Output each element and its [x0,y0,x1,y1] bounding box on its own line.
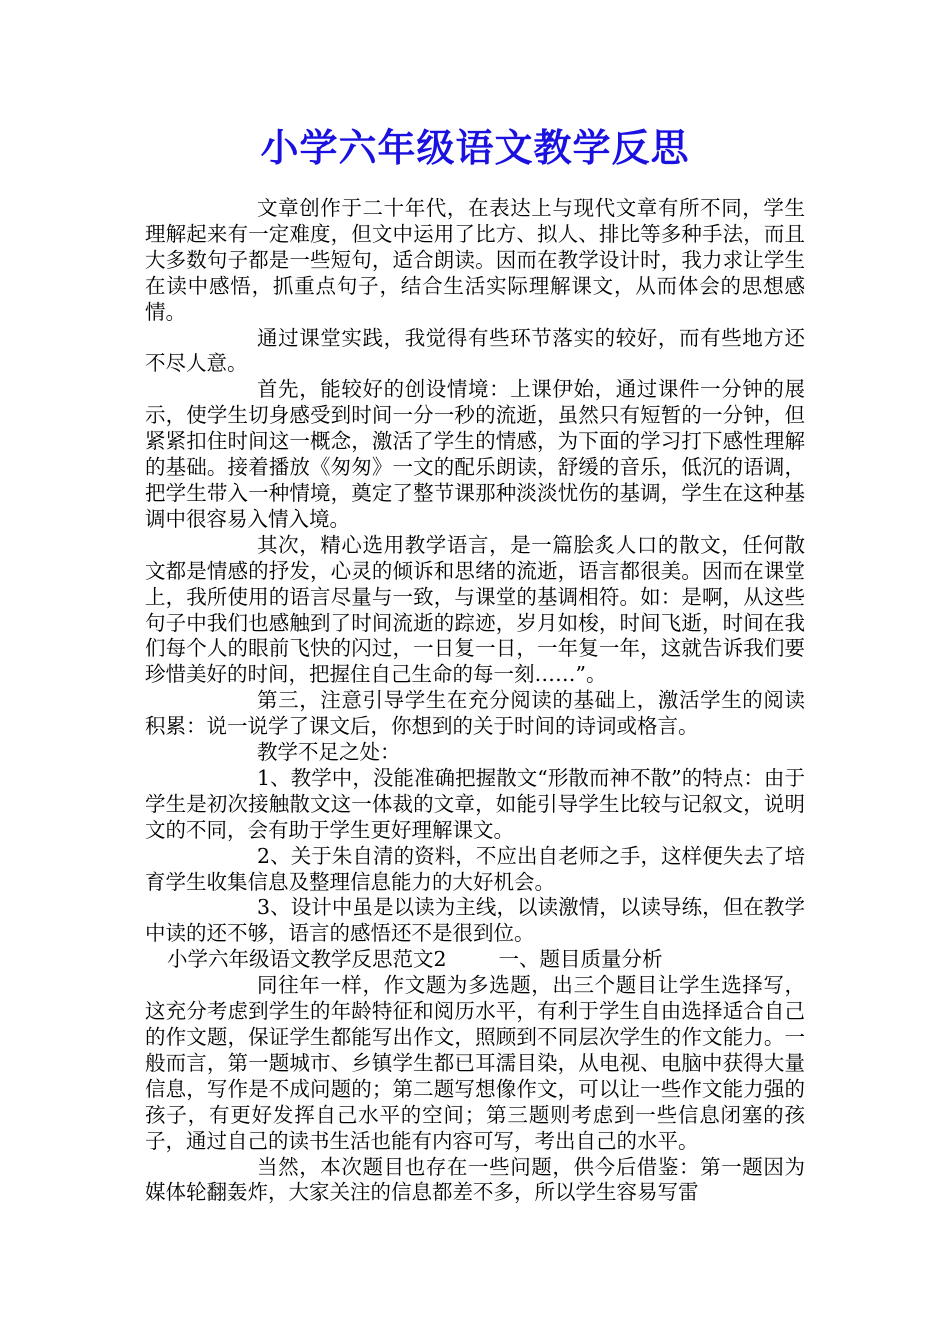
paragraph-first: 首先，能较好的创设情境：上课伊始，通过课件一分钟的展示，使学生切身感受到时间一分一秒的流逝，虽然只有短暂的一分钟，但紧紧扣住时间这一概念，激活了学生的情感，为下面的学习打下感性理解的基础。接着播放《匆匆》一文的配乐朗读，舒缓的音乐，低沉的语调，把学生带入一种情境，奠定了整节课那种淡淡忧伤的基调，学生在这种基调中很容易入情入境。 [145,377,805,531]
section-heading [145,947,805,973]
paragraph-topic-analysis: 同往年一样，作文题为多选题，出三个题目让学生选择写，这充分考虑到学生的年龄特征和阅历水平，有利于学生自由选择适合自己的作文题，保证学生都能写出作文，照顾到不同层次学生的作文能力。一般而言，第一题城市、乡镇学生都已耳濡目染，从电视、电脑中获得大量信息，写作是不成问题的；第二题写想像作文，可以让一些作文能力强的孩子，有更好发挥自己水平的空间；第三题则考虑到一些信息闭塞的孩子，通过自己的读书生活也能有内容可写，考出自己的水平。 [145,973,805,1153]
paragraph-shortcomings-heading: 教学不足之处： [257,740,401,765]
paragraph-shortcoming-2: 2、关于朱自清的资料，不应出自老师之手，这样便失去了培育学生收集信息及整理信息能力的大好机会。 [145,843,805,894]
section-heading-right: 一、题目质量分析 [498,947,663,972]
document-title: 小学六年级语文教学反思 [260,125,690,170]
paragraph-topic-issues: 当然，本次题目也存在一些问题，供今后借鉴：第一题因为媒体轮翻轰炸，大家关注的信息都差不多，所以学生容易写雷 [145,1154,805,1205]
section-heading-left: 小学六年级语文教学反思范文2 [167,947,447,972]
paragraph-shortcoming-3: 3、设计中虽是以读为主线，以读激情，以读导练，但在教学中读的还不够，语言的感悟还不是很到位。 [145,895,805,946]
document-body [145,196,805,1206]
paragraph-third: 第三，注意引导学生在充分阅读的基础上，激活学生的阅读积累：说一说学了课文后，你想到的关于时间的诗词或格言。 [145,688,805,739]
paragraph-shortcoming-1: 1、教学中，没能准确把握散文“形散而神不散”的特点：由于学生是初次接触散文这一体裁的文章，如能引导学生比较与记叙文，说明文的不同，会有助于学生更好理解课文。 [145,765,805,842]
paragraph-intro: 文章创作于二十年代，在表达上与现代文章有所不同，学生理解起来有一定难度，但文中运用了比方、拟人、排比等多种手法，而且大多数句子都是一些短句，适合朗读。因而在教学设计时，我力求让学生在读中感悟，抓重点句子，结合生活实际理解课文，从而体会的思想感情。 [145,196,805,324]
paragraph-practice: 通过课堂实践，我觉得有些环节落实的较好，而有些地方还不尽人意。 [145,325,805,376]
paragraph-second: 其次，精心选用教学语言，是一篇脍炙人口的散文，任何散文都是情感的抒发，心灵的倾诉和思绪的流逝，语言都很美。因而在课堂上，我所使用的语言尽量与一致，与课堂的基调相符。如：是啊，从这些句子中我们也感触到了时间流逝的踪迹，岁月如梭，时间飞逝，时间在我们每个人的眼前飞快的闪过，一日复一日，一年复一年，这就告诉我们要珍惜美好的时间，把握住自己生命的每一刻……”。 [145,532,805,687]
